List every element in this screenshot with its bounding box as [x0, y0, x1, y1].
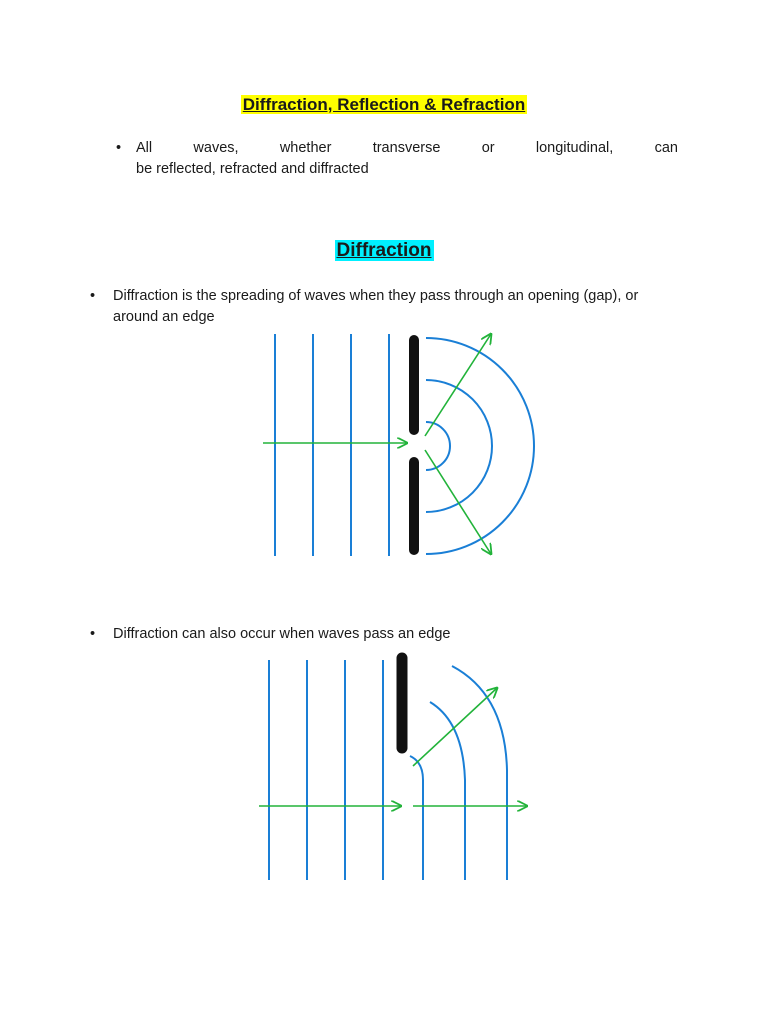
intro-word: waves, — [193, 140, 239, 156]
intro-word: All — [136, 140, 153, 156]
intro-bullet — [116, 138, 678, 180]
intro-word: transverse — [372, 140, 441, 156]
curved-wavefront — [426, 338, 534, 554]
main-title-text: Diffraction, Reflection & Refraction — [242, 95, 526, 114]
intro-word: whether — [279, 140, 332, 156]
bullet-edge — [90, 624, 690, 645]
intro-line-2: be reflected, refracted and diffracted — [136, 161, 369, 177]
intro-word: can — [654, 140, 678, 156]
bullet-definition — [90, 286, 690, 328]
edge-diffraction-diagram — [255, 650, 540, 890]
intro-word: or — [481, 140, 495, 156]
diffracted-arrow-up — [425, 334, 491, 436]
intro-word: longitudinal, — [535, 140, 614, 156]
bullet-dot: • — [116, 140, 122, 156]
curved-wavefront — [426, 380, 492, 512]
section-title — [0, 238, 768, 264]
bullet-definition-line-2: around an edge — [113, 309, 215, 325]
diffracted-arrow — [413, 688, 497, 766]
bullet-edge-text: Diffraction can also occur when waves pass an edge — [113, 626, 451, 642]
intro-line-1 — [136, 138, 678, 159]
bullet-dot: • — [90, 288, 96, 304]
bullet-dot: • — [90, 626, 96, 642]
main-title — [0, 93, 768, 117]
curved-wavefront — [452, 666, 507, 880]
curved-wavefront — [410, 756, 423, 880]
section-title-text: Diffraction — [336, 240, 432, 261]
bullet-definition-line-1: Diffraction is the spreading of waves when they pass through an opening (gap), or — [113, 288, 639, 304]
curved-wavefront — [430, 702, 465, 880]
diffracted-arrow-down — [425, 450, 491, 554]
gap-diffraction-diagram — [255, 326, 540, 566]
